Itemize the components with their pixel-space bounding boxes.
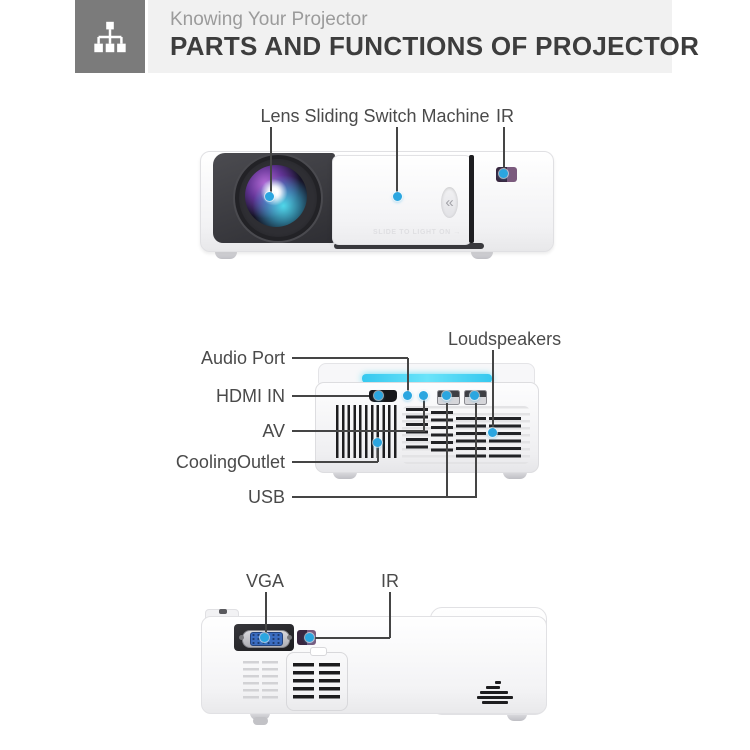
bottom-vent-slats-1 (293, 663, 314, 699)
marker-dot-ir-front (499, 169, 508, 178)
pointer-line-vga (265, 592, 267, 638)
slider-chevron-button (441, 187, 458, 218)
label-audio-port: Audio Port (200, 348, 285, 368)
pointer-line-sliding-switch (396, 127, 398, 192)
label-ir-front: IR (496, 106, 514, 126)
label-usb: USB (247, 487, 285, 507)
vga-screw-left (239, 635, 244, 640)
page-title: PARTS AND FUNCTIONS OF PROJECTOR (170, 31, 700, 61)
marker-dot-vga (260, 633, 269, 642)
bottom-speaker-dash-0 (495, 681, 501, 684)
chevron-left-icon: « (445, 194, 454, 211)
pointer-line-ir-bottom-v (389, 592, 391, 638)
pointer-line-cooling-v (377, 446, 379, 462)
bottom-lens-notch (219, 609, 227, 614)
marker-dot-usb1 (442, 391, 451, 400)
pointer-line-audio-v (407, 358, 409, 392)
slider-embossed-text: SLIDE TO LIGHT ON → (373, 229, 461, 236)
bottom-vent-slats-2 (319, 663, 340, 699)
pointer-line-lens (270, 127, 272, 193)
marker-dot-lens (265, 192, 274, 201)
pointer-line-av-v (423, 399, 425, 431)
bottom-vent-left-1 (243, 661, 259, 703)
label-ir-bottom: IR (381, 571, 399, 591)
bottom-speaker-dash-1 (486, 686, 500, 689)
marker-dot-audio (403, 391, 412, 400)
lens (233, 153, 323, 243)
speaker-grille-right-2 (489, 417, 521, 462)
bottom-foot-left-pad (253, 717, 268, 725)
header-icon-box (75, 0, 145, 73)
header-strip (148, 0, 700, 73)
header-subtitle: Knowing Your Projector (170, 9, 368, 30)
marker-dot-cooling (373, 438, 382, 447)
pointer-line-usb-v1 (446, 403, 448, 497)
pointer-line-av-h (292, 430, 425, 432)
speaker-grille-mid-2 (431, 411, 453, 453)
bottom-vent-left-2 (262, 661, 278, 703)
bottom-speaker-dash-4 (482, 701, 508, 704)
pointer-line-cooling-h (292, 461, 378, 463)
marker-dot-ir-bottom (305, 633, 314, 642)
marker-dot-loudspeakers (488, 428, 497, 437)
pointer-line-usb-v2 (475, 403, 477, 497)
pointer-line-hdmi (292, 395, 369, 397)
label-loudspeakers: Loudspeakers (448, 329, 562, 349)
bottom-vent-panel-tab (310, 647, 327, 656)
label-sliding-switch: Sliding Switch Machine (304, 106, 490, 126)
sitemap-icon (91, 18, 129, 56)
pointer-line-loudspeakers (492, 350, 494, 429)
marker-dot-sliding-switch (393, 192, 402, 201)
label-hdmi-in: HDMI IN (216, 386, 285, 406)
cooling-vent (336, 405, 398, 458)
bottom-speaker-dash-2 (480, 691, 508, 694)
label-lens: Lens (260, 106, 300, 126)
pointer-line-ir-front (503, 127, 505, 170)
vga-screw-right (287, 635, 292, 640)
marker-dot-hdmi (374, 391, 383, 400)
pointer-line-usb-h (292, 496, 477, 498)
label-cooling-outlet: CoolingOutlet (175, 452, 285, 472)
slider-rail-edge (469, 155, 474, 243)
bottom-speaker-dash-3 (477, 696, 513, 699)
pointer-line-audio-h (292, 357, 408, 359)
lens-glass (245, 165, 307, 227)
marker-dot-av (419, 391, 428, 400)
pointer-line-ir-bottom-h (314, 637, 390, 639)
label-av: AV (262, 421, 285, 441)
speaker-grille-right-1 (456, 417, 486, 462)
label-vga: VGA (245, 571, 285, 591)
marker-dot-usb2 (470, 391, 479, 400)
speaker-grille-mid-1 (406, 408, 428, 450)
